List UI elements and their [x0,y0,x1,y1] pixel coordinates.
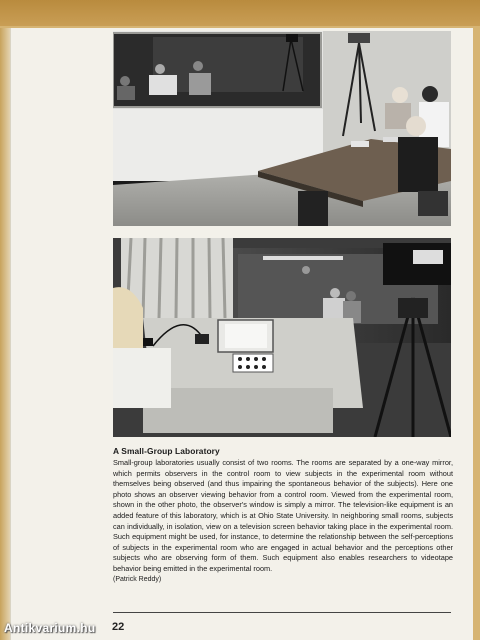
caption-body [113,458,453,585]
caption-body-text: Small-group laboratories usually consist of two rooms. The rooms are separated by a one-way mirror, which permits observers in the control room to view subjects in the experimental room without themselves being observed (and thus impairing the spontaneous behavior of the subjects). Here one photo shows an observer viewing behavior from a control room. Viewed from the experimental room, shown in the other photo, the observer's window is simply a mirror. The television-like equipment is an added feature of this laboratory, which is at Ohio State University. In neighboring small rooms, subjects can individually, in isolation, view on a television screen behavior taking place in the experimental room. Such equipment might be used, for instance, to determine the relationship between the self-perceptions of subjects in the experimental room who are engaged in actual behavior and the perceptions other subjects who are observing form of them. Such equipment also enables researchers to videotape behavior being emitted in the experimental room. [113,458,453,573]
watermark: Antikvarium.hu [4,621,96,635]
photo-control-room [113,238,451,437]
caption-title: A Small-Group Laboratory [113,446,220,456]
page-number: 22 [112,621,125,633]
footer-rule [113,612,451,613]
photo-experimental-room [113,31,451,226]
book-spine-edge [0,0,480,26]
photo-credit: (Patrick Reddy) [113,575,162,583]
photo-experimental-room-image [113,31,451,226]
photo-caption [113,446,453,585]
photo-control-room-image [113,238,451,437]
